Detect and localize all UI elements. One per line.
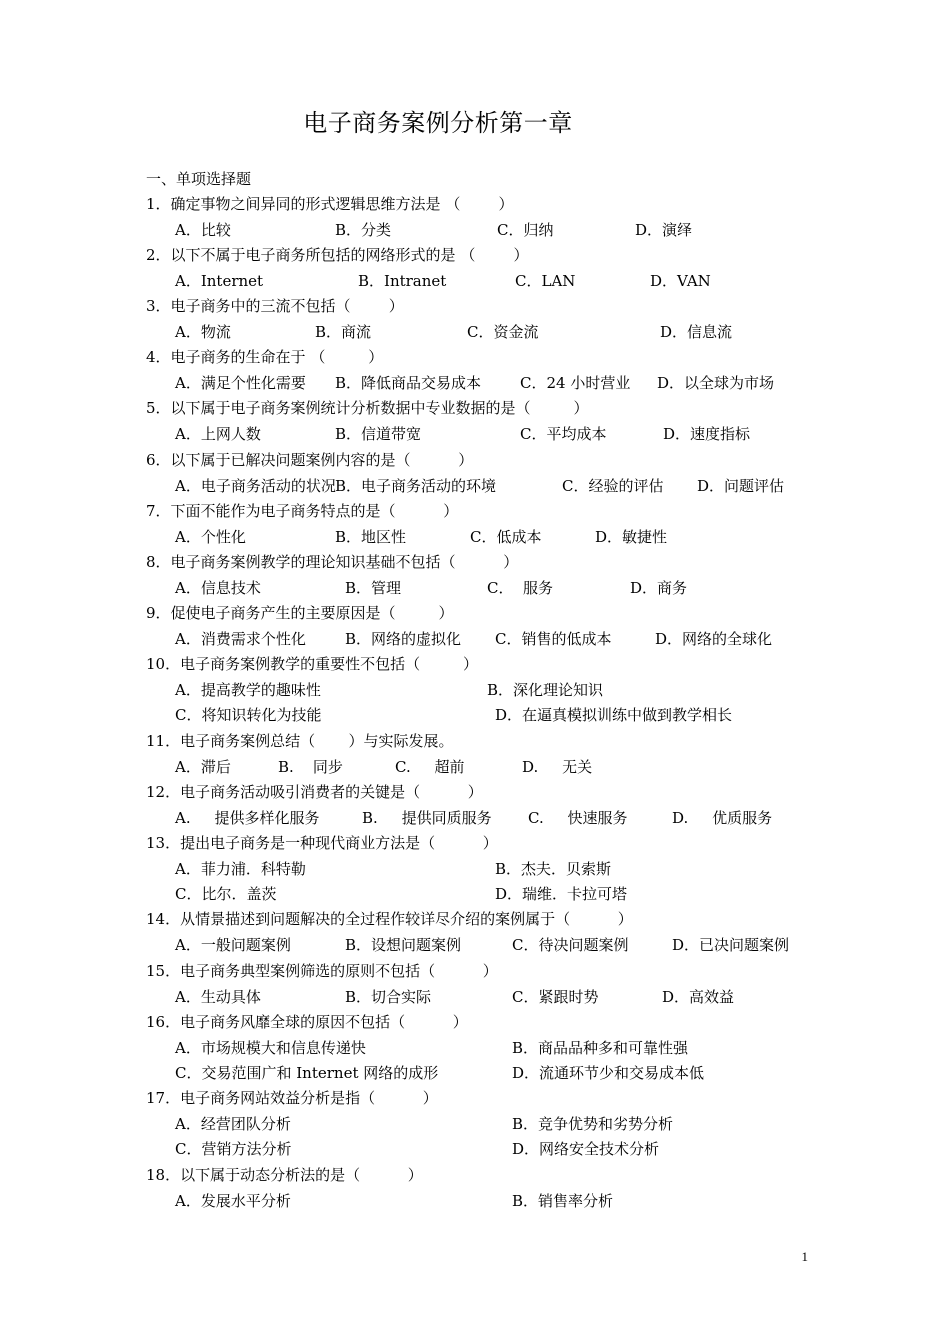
question-13-option: A．菲力浦．科特勒 [175, 859, 306, 878]
question-4-option: C．24 小时营业 [520, 373, 631, 392]
question-3-option: B．商流 [315, 322, 372, 341]
question-9-option: A．消费需求个性化 [175, 629, 306, 648]
question-14-option: B．设想问题案例 [345, 935, 462, 954]
question-18-option: A．发展水平分析 [175, 1191, 291, 1210]
question-15-option: B．切合实际 [345, 987, 432, 1006]
question-11-option: A．滞后 [175, 757, 231, 776]
question-12-option: C. 快速服务 [528, 808, 628, 827]
section-heading: 一、单项选择题 [146, 170, 252, 188]
question-4-option: B．降低商品交易成本 [335, 373, 482, 392]
question-18: 18．以下属于动态分析法的是（ ） [146, 1166, 423, 1184]
question-6: 6．以下属于已解决问题案例内容的是（ ） [146, 451, 474, 469]
question-14-option: D．已决问题案例 [672, 935, 790, 954]
question-4: 4．电子商务的生命在于 （ ） [146, 348, 384, 366]
question-12-option: D. 优质服务 [672, 808, 773, 827]
question-10: 10．电子商务案例教学的重要性不包括（ ） [146, 655, 479, 673]
question-12: 12．电子商务活动吸引消费者的关键是（ ） [146, 783, 483, 801]
question-13-option: D．瑞维．卡拉可塔 [495, 885, 628, 903]
question-8-option: B．管理 [345, 578, 402, 597]
question-2-option: B．Intranet [358, 271, 447, 290]
question-2: 2．以下不属于电子商务所包括的网络形式的是 （ ） [146, 246, 529, 264]
question-7-option: A．个性化 [175, 527, 246, 546]
question-8-option: C． 服务 [487, 578, 554, 597]
question-7-option: B．地区性 [335, 527, 407, 546]
question-4-option: D．以全球为市场 [657, 373, 775, 392]
question-3-option: A．物流 [175, 322, 231, 341]
question-16: 16．电子商务风靡全球的原因不包括（ ） [146, 1013, 468, 1031]
question-5-option: C．平均成本 [520, 424, 607, 443]
question-15-option: A．生动具体 [175, 987, 261, 1006]
question-7: 7．下面不能作为电子商务特点的是（ ） [146, 502, 459, 520]
question-16-option: C．交易范围广和 Internet 网络的成形 [175, 1064, 439, 1082]
page-number: 1 [801, 1249, 808, 1264]
question-1: 1．确定事物之间异同的形式逻辑思维方法是 （ ） [146, 195, 514, 213]
question-1-option: C．归纳 [497, 220, 554, 239]
question-15: 15．电子商务典型案例筛选的原则不包括（ ） [146, 962, 498, 980]
question-9-option: C．销售的低成本 [495, 629, 612, 648]
question-11-option: B. 同步 [278, 757, 343, 776]
question-16-option: D．流通环节少和交易成本低 [512, 1064, 705, 1082]
question-8-option: D．商务 [630, 578, 688, 597]
question-10-option: C．将知识转化为技能 [175, 706, 322, 724]
question-15-option: C．紧跟时势 [512, 987, 599, 1006]
question-17: 17．电子商务网站效益分析是指（ ） [146, 1089, 438, 1107]
question-11: 11．电子商务案例总结（ ）与实际发展。 [146, 732, 454, 750]
question-13-option: C．比尔．盖茨 [175, 885, 277, 903]
question-7-option: D．敏捷性 [595, 527, 668, 546]
question-5-option: D．速度指标 [663, 424, 751, 443]
question-14-option: C．待决问题案例 [512, 935, 629, 954]
question-8: 8．电子商务案例教学的理论知识基础不包括（ ） [146, 553, 519, 571]
question-11-option: C. 超前 [395, 757, 465, 776]
question-12-option: B. 提供同质服务 [362, 808, 492, 827]
question-14: 14．从情景描述到问题解决的全过程作较详尽介绍的案例属于（ ） [146, 910, 633, 928]
question-13-option: B．杰夫．贝索斯 [495, 859, 612, 878]
question-3: 3．电子商务中的三流不包括（ ） [146, 297, 404, 315]
question-18-option: B．销售率分析 [512, 1191, 614, 1210]
question-13: 13．提出电子商务是一种现代商业方法是（ ） [146, 834, 498, 852]
question-1-option: A．比较 [175, 220, 231, 239]
question-1-option: D．演绎 [635, 220, 693, 239]
question-10-option: B．深化理论知识 [487, 680, 604, 699]
question-2-option: D．VAN [650, 271, 711, 290]
question-11-option: D. 无关 [522, 757, 593, 776]
question-3-option: D．信息流 [660, 322, 733, 341]
question-12-option: A. 提供多样化服务 [175, 808, 320, 827]
question-2-option: C．LAN [515, 271, 576, 290]
question-15-option: D．高效益 [662, 987, 735, 1006]
question-9: 9．促使电子商务产生的主要原因是（ ） [146, 604, 454, 622]
question-5-option: A．上网人数 [175, 424, 261, 443]
question-10-option: D．在逼真模拟训练中做到教学相长 [495, 706, 733, 724]
question-7-option: C．低成本 [470, 527, 542, 546]
question-3-option: C．资金流 [467, 322, 539, 341]
question-5-option: B．信道带宽 [335, 424, 422, 443]
question-4-option: A．满足个性化需要 [175, 373, 306, 392]
question-5: 5．以下属于电子商务案例统计分析数据中专业数据的是（ ） [146, 399, 589, 417]
question-16-option: B．商品品种多和可靠性强 [512, 1038, 689, 1057]
question-6-option: C．经验的评估 [562, 476, 664, 495]
question-8-option: A．信息技术 [175, 578, 261, 597]
question-10-option: A．提高教学的趣味性 [175, 680, 321, 699]
question-16-option: A．市场规模大和信息传递快 [175, 1038, 366, 1057]
question-17-option: D．网络安全技术分析 [512, 1140, 660, 1158]
question-6-option: A．电子商务活动的状况 [175, 476, 336, 495]
question-14-option: A．一般问题案例 [175, 935, 291, 954]
question-2-option: A．Internet [175, 271, 264, 290]
question-6-option: B．电子商务活动的环境 [335, 476, 497, 495]
question-9-option: B．网络的虚拟化 [345, 629, 462, 648]
question-1-option: B．分类 [335, 220, 392, 239]
question-17-option: B．竞争优势和劣势分析 [512, 1114, 674, 1133]
question-17-option: C．营销方法分析 [175, 1140, 292, 1158]
question-6-option: D．问题评估 [697, 476, 785, 495]
question-9-option: D．网络的全球化 [655, 629, 773, 648]
document-title: 电子商务案例分析第一章 [303, 109, 573, 137]
question-17-option: A．经营团队分析 [175, 1114, 291, 1133]
